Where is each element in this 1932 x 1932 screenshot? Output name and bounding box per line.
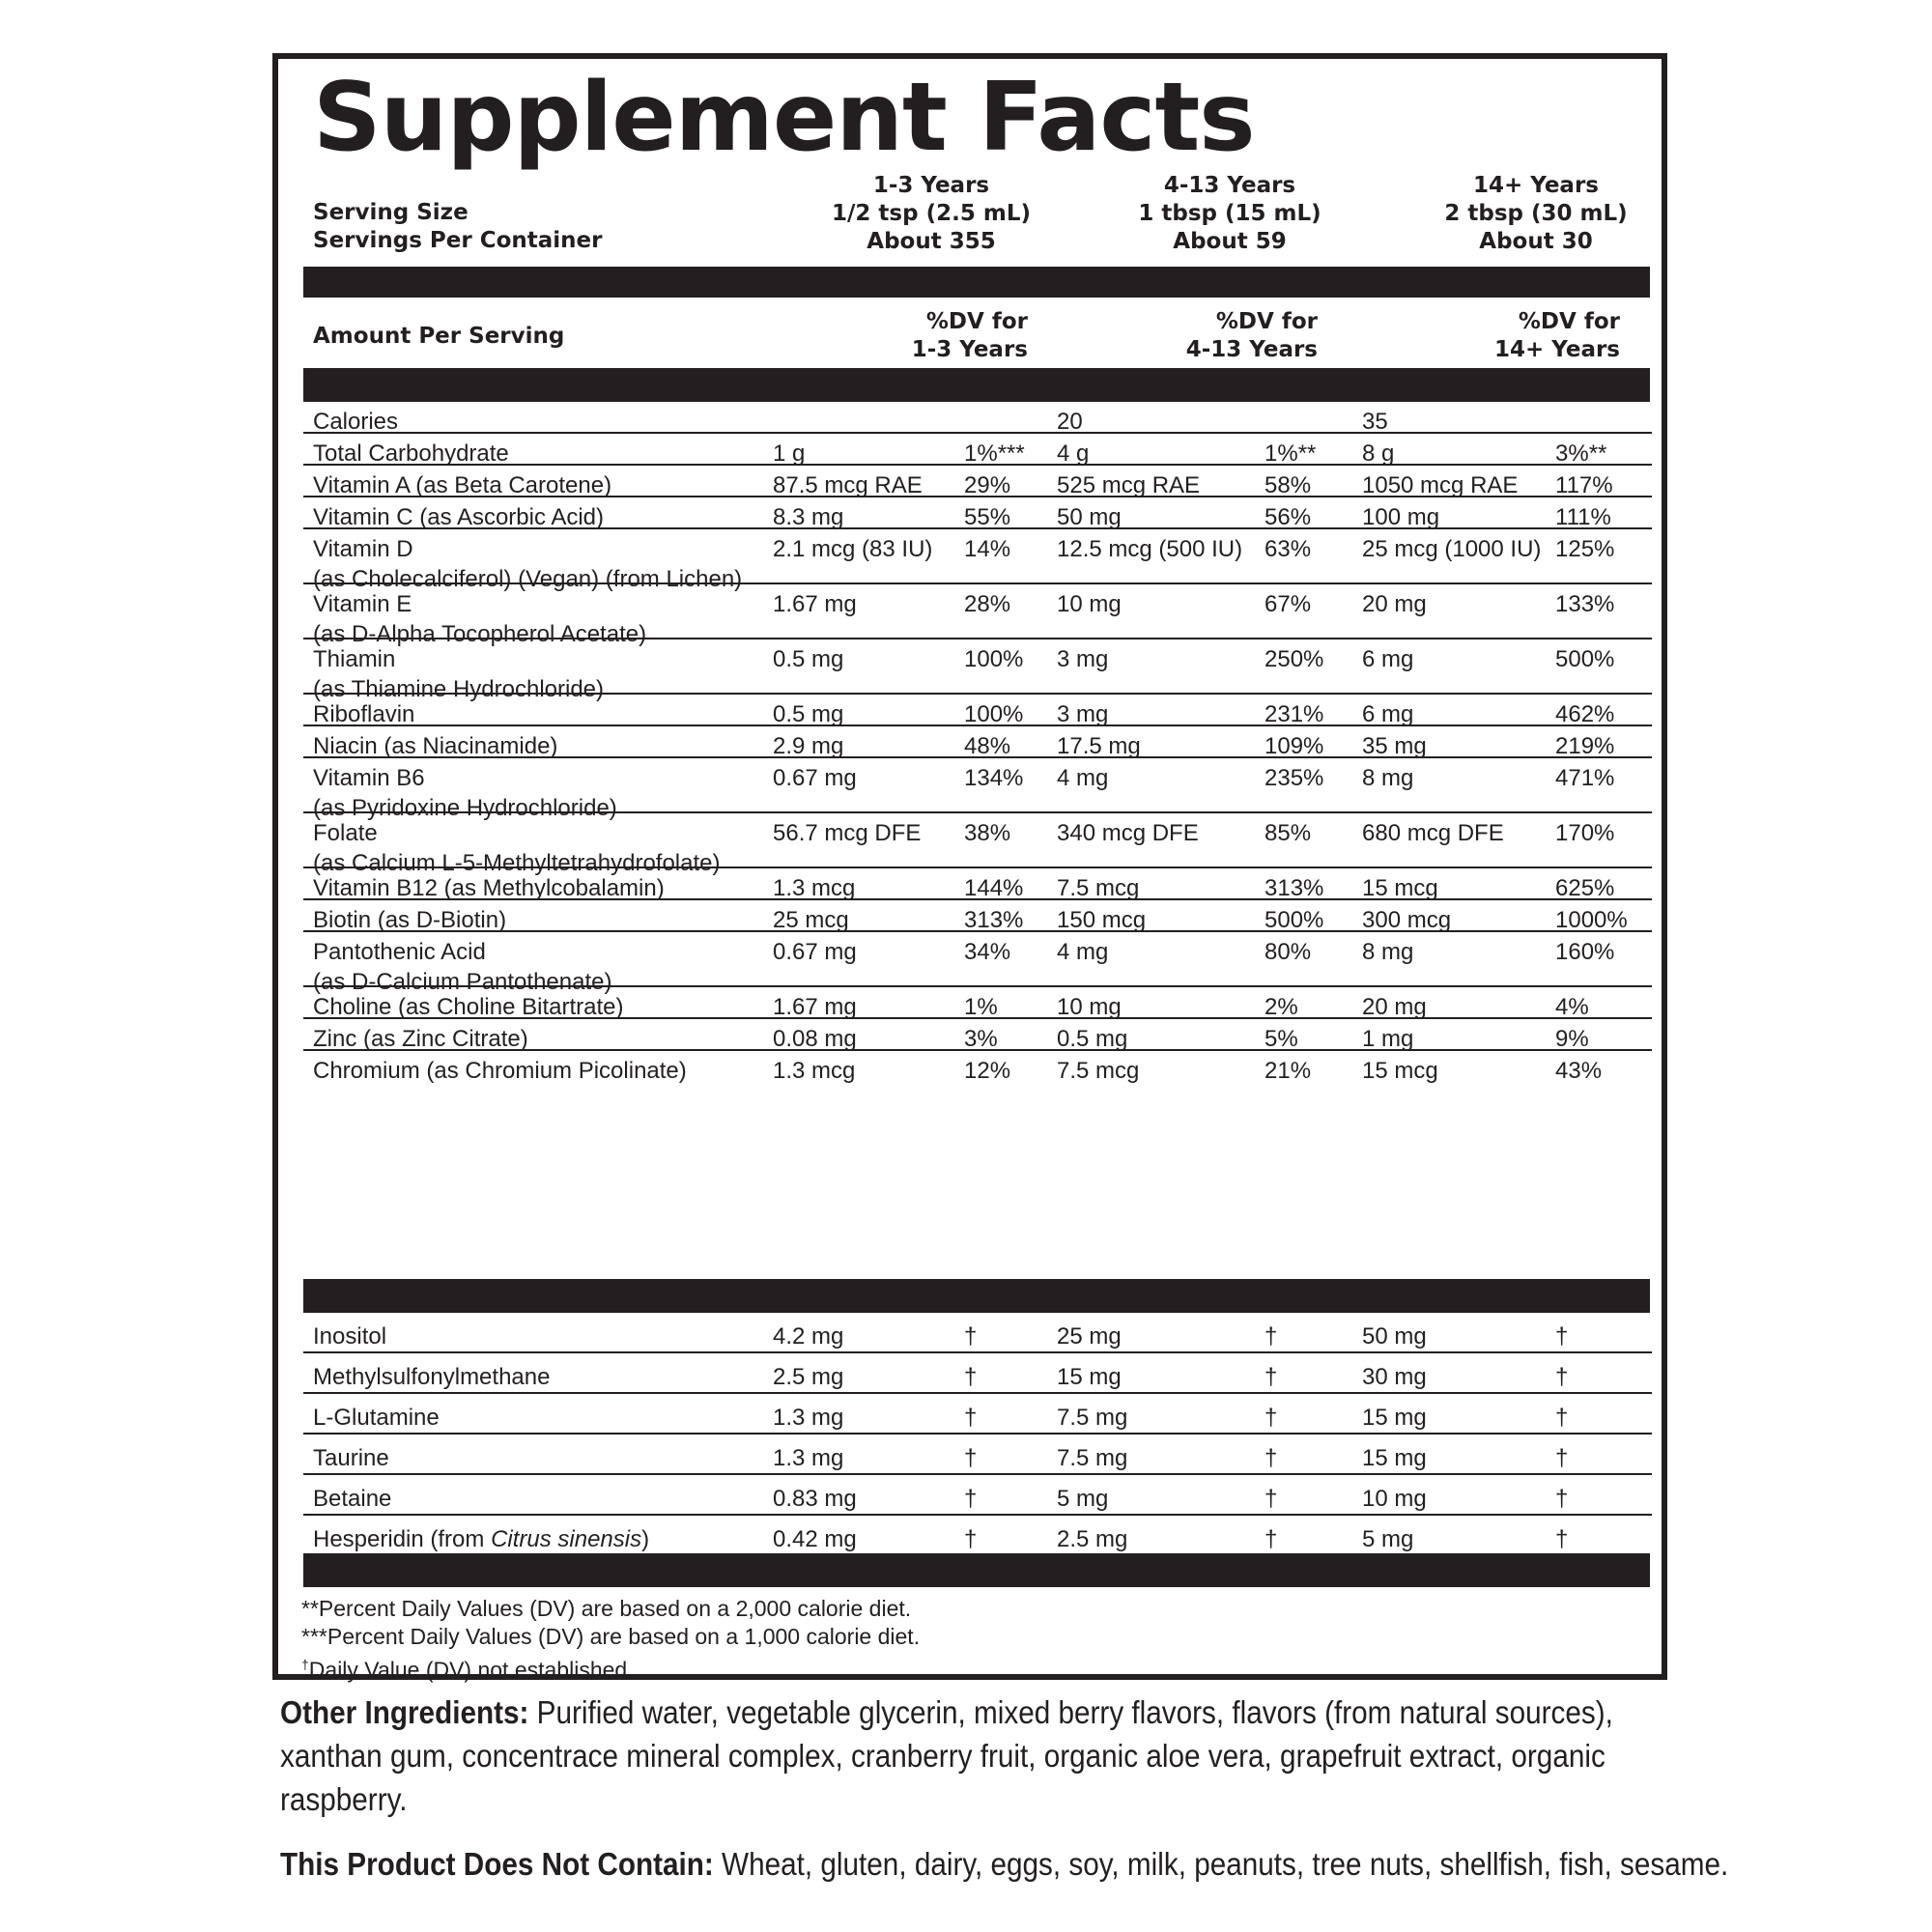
servings-count: About 355 [867,229,996,254]
ingredient-name: Betaine [313,1486,392,1512]
table-row [303,900,1652,932]
ingredient-name: Taurine [313,1445,389,1471]
dv-1-3: 34% [964,939,1011,965]
dv-4-13: 313% [1264,875,1324,901]
dv-14-plus: 4% [1555,994,1589,1020]
serving-size-label: Serving Size [313,200,469,225]
amount-4-13: 7.5 mcg [1057,1058,1140,1084]
serving-age: 4-13 Years [1163,173,1296,198]
dv-4-13: 2% [1264,994,1298,1020]
amount-1-3: 1.3 mg [773,1405,844,1431]
dv-4-13: 67% [1264,591,1312,617]
dv-14-plus: 625% [1555,875,1615,901]
amount-1-3: 1.67 mg [773,591,857,617]
amount-1-3: 4.2 mg [773,1323,844,1350]
nutrient-source: (as Calcium L-5-Methyltetrahydrofolate) [313,850,721,876]
dv-header-4-13 [1086,308,1318,364]
amount-14-plus: 1 mg [1362,1026,1414,1052]
dv-14-plus: † [1555,1364,1569,1390]
dv-1-3: 100% [964,701,1024,727]
dv-4-13: 250% [1264,646,1324,672]
dv-1-3: † [964,1364,978,1390]
dv-4-13: † [1264,1445,1278,1471]
nutrient-name: Thiamin [313,646,396,672]
dv-4-13: 500% [1264,907,1324,933]
divider-bar [303,1279,1650,1313]
nutrient-name-cell [313,905,506,935]
dv-14-plus: † [1555,1323,1569,1350]
amount-4-13: 3 mg [1057,701,1109,727]
dv-header-line: 14+ Years [1494,337,1620,362]
amount-1-3: 0.83 mg [773,1486,857,1512]
table-row [303,758,1652,821]
dv-1-3: 1% [964,994,998,1020]
serving-age: 14+ Years [1473,173,1599,198]
amount-4-13: 3 mg [1057,646,1109,672]
amount-1-3: 8.3 mg [773,504,844,530]
table-row [303,529,1652,592]
dv-1-3: 313% [964,907,1024,933]
nutrient-name: Riboflavin [313,701,415,727]
amount-14-plus: 15 mcg [1362,875,1438,901]
amount-4-13: 25 mg [1057,1323,1122,1350]
nutrient-name: Total Carbohydrate [313,440,509,467]
amount-4-13: 50 mg [1057,504,1122,530]
amount-1-3: 1.3 mg [773,1445,844,1471]
nutrient-name-cell [313,502,604,532]
dv-1-3: 144% [964,875,1024,901]
dv-1-3: 1%*** [964,440,1025,467]
nutrient-name: Biotin (as D-Biotin) [313,907,507,933]
panel-title: Supplement Facts [313,63,1255,173]
dv-4-13: 80% [1264,939,1312,965]
does-not-contain [280,1842,1728,1886]
dv-4-13: 21% [1264,1058,1312,1084]
nutrient-name: Vitamin B12 (as Methylcobalamin) [313,875,665,901]
amount-4-13: 5 mg [1057,1486,1109,1512]
amount-1-3: 1.3 mcg [773,1058,856,1084]
footnote-text: Daily Value (DV) not established. [308,1657,634,1683]
table-row [303,639,1652,702]
amount-1-3: 1 g [773,440,806,467]
table-row [303,932,1652,995]
dv-header-1-3 [796,308,1028,364]
table-row [303,695,1652,726]
amount-14-plus: 35 mg [1362,733,1427,759]
dv-1-3: 28% [964,591,1011,617]
amount-14-plus: 30 mg [1362,1364,1427,1390]
dv-1-3: † [964,1323,978,1350]
table-row [303,434,1652,466]
amount-4-13: 4 mg [1057,939,1109,965]
nutrient-table [303,402,1652,1083]
other-ingredients-table [303,1313,1652,1556]
amount-per-serving-header [313,298,1646,368]
does-not-contain-label: This Product Does Not Contain: [280,1846,714,1882]
dv-1-3: 29% [964,472,1011,498]
amount-14-plus: 8 mg [1362,939,1414,965]
table-row [303,1313,1652,1353]
amount-1-3: 87.5 mcg RAE [773,472,923,498]
dv-1-3: 14% [964,536,1011,562]
ingredient-name-suffix: ) [641,1526,650,1552]
supplement-facts-panel [272,53,1667,1683]
dv-14-plus: 471% [1555,765,1615,791]
divider-bar [303,267,1650,298]
dv-1-3: 3% [964,1026,998,1052]
dv-4-13: † [1264,1364,1278,1390]
amount-1-3: 25 mcg [773,907,849,933]
table-row [303,497,1652,529]
amount-4-13: 20 [1057,409,1083,435]
amount-14-plus: 100 mg [1362,504,1440,530]
table-row [303,813,1652,876]
amount-4-13: 10 mg [1057,994,1122,1020]
amount-1-3: 0.67 mg [773,939,857,965]
dv-4-13: 5% [1264,1026,1298,1052]
servings-count: About 59 [1173,229,1287,254]
dv-14-plus: 462% [1555,701,1615,727]
nutrient-name-cell [313,1024,528,1054]
amount-14-plus: 15 mg [1362,1445,1427,1471]
table-row [303,1051,1652,1083]
does-not-contain-text: Wheat, gluten, dairy, eggs, soy, milk, peanuts, tree nuts, shellfish, fish, sesame. [713,1846,1729,1882]
ingredient-name-prefix: Hesperidin (from [313,1526,492,1552]
nutrient-name: Niacin (as Niacinamide) [313,733,558,759]
amount-14-plus: 300 mcg [1362,907,1452,933]
dv-1-3: 48% [964,733,1011,759]
serving-size: 1/2 tsp (2.5 mL) [832,201,1031,226]
nutrient-name-cell [313,992,623,1022]
dv-4-13: 56% [1264,504,1312,530]
table-row [303,1475,1652,1516]
dv-14-plus: 133% [1555,591,1615,617]
nutrient-source: (as D-Calcium Pantothenate) [313,969,612,995]
nutrient-name: Pantothenic Acid [313,939,486,965]
amount-4-13: 7.5 mg [1057,1405,1128,1431]
dv-header-line: %DV for [925,309,1028,334]
serving-labels [313,199,603,255]
table-row [303,1435,1652,1475]
dv-14-plus: 43% [1555,1058,1603,1084]
ingredient-name: Methylsulfonylmethane [313,1364,551,1390]
ingredient-name [313,1524,649,1554]
dv-4-13: † [1264,1323,1278,1350]
amount-4-13: 150 mcg [1057,907,1147,933]
ingredient-name-species: Citrus sinensis [491,1526,642,1552]
amount-4-13: 17.5 mg [1057,733,1141,759]
servings-per-container-label: Servings Per Container [313,228,603,253]
table-row [303,466,1652,497]
dv-header-line: 4-13 Years [1185,337,1318,362]
amount-14-plus: 680 mcg DFE [1362,820,1504,846]
table-row [303,1394,1652,1435]
amount-4-13: 340 mcg DFE [1057,820,1199,846]
nutrient-source: (as Cholecalciferol) (Vegan) (from Lichen) [313,566,743,592]
dv-14-plus: † [1555,1445,1569,1471]
amount-1-3: 2.1 mcg (83 IU) [773,536,933,562]
nutrient-name-cell [313,407,398,437]
amount-14-plus: 10 mg [1362,1486,1427,1512]
amount-14-plus: 8 g [1362,440,1395,467]
amount-1-3: 2.5 mg [773,1364,844,1390]
dv-14-plus: 160% [1555,939,1615,965]
dv-14-plus: † [1555,1405,1569,1431]
serving-size: 2 tbsp (30 mL) [1444,201,1628,226]
ingredient-name: L-Glutamine [313,1405,440,1431]
dv-14-plus: 500% [1555,646,1615,672]
amount-14-plus: 5 mg [1362,1526,1414,1552]
amount-14-plus: 6 mg [1362,701,1414,727]
dv-1-3: † [964,1405,978,1431]
dv-14-plus: 111% [1555,504,1611,530]
serving-column-1-3 [777,172,1086,256]
serving-column-14-plus [1381,172,1690,256]
amount-4-13: 4 g [1057,440,1090,467]
nutrient-name: Zinc (as Zinc Citrate) [313,1026,528,1052]
amount-4-13: 12.5 mcg (500 IU) [1057,536,1243,562]
dv-header-line: 1-3 Years [911,337,1028,362]
dv-1-3: 38% [964,820,1011,846]
nutrient-source: (as Pyridoxine Hydrochloride) [313,795,617,821]
dv-4-13: † [1264,1405,1278,1431]
amount-14-plus: 50 mg [1362,1323,1427,1350]
nutrient-name: Folate [313,820,378,846]
amount-1-3: 0.5 mg [773,701,844,727]
amount-1-3: 0.5 mg [773,646,844,672]
servings-count: About 30 [1479,229,1593,254]
nutrient-name-cell [313,699,414,729]
nutrient-name: Calories [313,409,399,435]
dv-14-plus: † [1555,1486,1569,1512]
dv-1-3: 12% [964,1058,1011,1084]
dv-1-3: † [964,1486,978,1512]
amount-4-13: 7.5 mcg [1057,875,1140,901]
dv-header-14-plus [1388,308,1620,364]
nutrient-name: Vitamin C (as Ascorbic Acid) [313,504,604,530]
table-row [303,1516,1652,1556]
divider-bar [303,368,1650,402]
amount-4-13: 2.5 mg [1057,1526,1128,1552]
dv-14-plus: 3%** [1555,440,1607,467]
nutrient-name-cell [313,1056,687,1086]
serving-column-4-13 [1075,172,1384,256]
amount-14-plus: 20 mg [1362,591,1427,617]
dv-1-3: † [964,1445,978,1471]
dv-14-plus: 125% [1555,536,1615,562]
amount-1-3: 0.67 mg [773,765,857,791]
amount-4-13: 4 mg [1057,765,1109,791]
dv-1-3: 55% [964,504,1011,530]
amount-14-plus: 15 mg [1362,1405,1427,1431]
table-row [303,868,1652,900]
dv-4-13: 63% [1264,536,1312,562]
dv-header-line: %DV for [1518,309,1620,334]
dv-4-13: 58% [1264,472,1312,498]
dv-4-13: 85% [1264,820,1312,846]
dv-4-13: 231% [1264,701,1324,727]
amount-1-3: 1.3 mcg [773,875,856,901]
amount-4-13: 15 mg [1057,1364,1122,1390]
table-row [303,1019,1652,1051]
nutrient-name-cell [313,470,611,500]
dv-14-plus: 219% [1555,733,1615,759]
amount-14-plus: 6 mg [1362,646,1414,672]
nutrient-name-cell [313,873,665,903]
amount-4-13: 10 mg [1057,591,1122,617]
dv-14-plus: 170% [1555,820,1615,846]
amount-14-plus: 35 [1362,409,1388,435]
amount-14-plus: 25 mcg (1000 IU) [1362,536,1542,562]
table-row [303,987,1652,1019]
serving-size: 1 tbsp (15 mL) [1138,201,1321,226]
nutrient-source: (as D-Alpha Tocopherol Acetate) [313,621,647,647]
dv-1-3: 100% [964,646,1024,672]
amount-4-13: 7.5 mg [1057,1445,1128,1471]
nutrient-name: Vitamin D [313,536,413,562]
other-ingredients-text: Purified water, vegetable glycerin, mixed berry flavors, flavors (from natural sources), xanthan gum, concentrace mineral complex, cranberry fruit, organic aloe vera, grapefruit extract, organic raspberry. [280,1694,1613,1817]
amount-1-3: 56.7 mcg DFE [773,820,922,846]
other-ingredients-label: Other Ingredients: [280,1694,529,1730]
table-row [303,584,1652,647]
amount-4-13: 525 mcg RAE [1057,472,1201,498]
amount-14-plus: 15 mcg [1362,1058,1438,1084]
amount-14-plus: 8 mg [1362,765,1414,791]
nutrient-name: Choline (as Choline Bitartrate) [313,994,624,1020]
dv-1-3: 134% [964,765,1024,791]
dv-14-plus: † [1555,1526,1569,1552]
amount-14-plus: 20 mg [1362,994,1427,1020]
footnotes [301,1595,920,1685]
other-ingredients [280,1690,1671,1821]
dv-4-13: 1%** [1264,440,1317,467]
amount-1-3: 1.67 mg [773,994,857,1020]
serving-age: 1-3 Years [872,173,990,198]
table-row [303,402,1652,434]
table-row [303,726,1652,758]
dv-4-13: 109% [1264,733,1324,759]
nutrient-name-cell [313,439,509,469]
nutrient-name: Vitamin B6 [313,765,425,791]
footnote: ***Percent Daily Values (DV) are based on a 1,000 calorie diet. [301,1624,921,1649]
dv-14-plus: 117% [1555,472,1613,498]
amount-1-3: 2.9 mg [773,733,844,759]
dv-14-plus: 9% [1555,1026,1589,1052]
amount-14-plus: 1050 mcg RAE [1362,472,1519,498]
ingredient-name: Inositol [313,1323,387,1350]
dv-14-plus: 1000% [1555,907,1628,933]
dagger-mark: † [301,1657,309,1672]
nutrient-name: Vitamin E [313,591,412,617]
divider-bar [303,1553,1650,1587]
amount-1-3: 0.42 mg [773,1526,857,1552]
nutrient-name: Vitamin A (as Beta Carotene) [313,472,612,498]
footnote: **Percent Daily Values (DV) are based on a 2,000 calorie diet. [301,1596,912,1621]
amount-4-13: 0.5 mg [1057,1026,1128,1052]
nutrient-name: Chromium (as Chromium Picolinate) [313,1058,687,1084]
dv-1-3: † [964,1526,978,1552]
amount-1-3: 0.08 mg [773,1026,857,1052]
footnote [301,1651,920,1685]
dv-4-13: 235% [1264,765,1324,791]
dv-4-13: † [1264,1486,1278,1512]
dv-4-13: † [1264,1526,1278,1552]
table-row [303,1353,1652,1394]
nutrient-name-cell [313,731,557,761]
amount-per-serving-label: Amount Per Serving [313,324,565,349]
nutrient-source: (as Thiamine Hydrochloride) [313,676,605,702]
dv-header-line: %DV for [1215,309,1318,334]
